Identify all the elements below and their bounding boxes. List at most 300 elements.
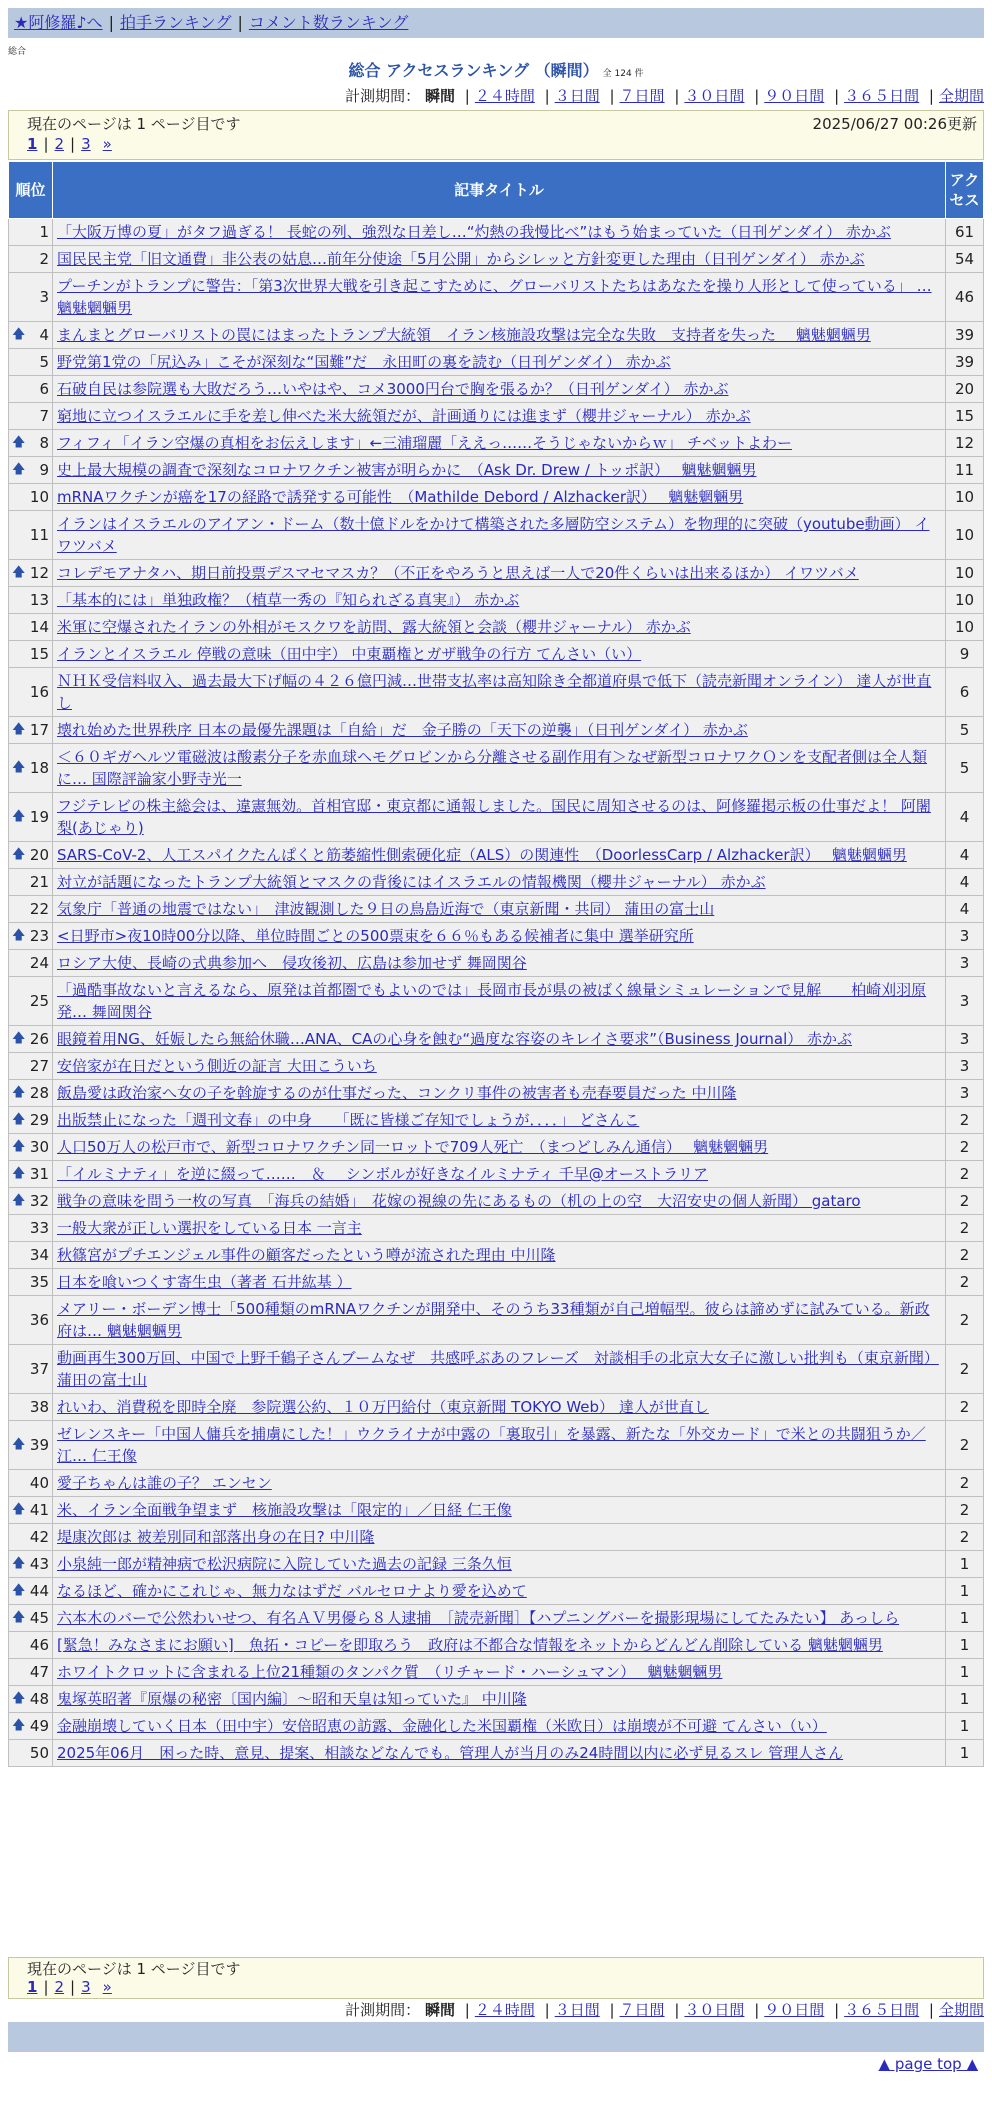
rank-number: 45 [29, 1609, 49, 1627]
period-selector-bottom: 計測期間： 瞬間 | ２４時間 | ３日間 | ７日間 | ３０日間 | ９０日間 | ３６５日間 | 全期間 [345, 2001, 984, 2019]
rank-up-arrow-icon: 🡅 [12, 1718, 26, 1733]
table-row [9, 376, 984, 403]
access-count: 2 [946, 1134, 984, 1161]
article-link[interactable]: 愛子ちゃんは誰の子？ エンセン [57, 1474, 272, 1492]
access-count: 2 [946, 1161, 984, 1188]
title-cell [53, 869, 946, 896]
access-count: 3 [946, 1053, 984, 1080]
access-count: 61 [946, 219, 984, 246]
title-cell [53, 1215, 946, 1242]
title-cell [53, 1632, 946, 1659]
access-count: 10 [946, 511, 984, 560]
access-count: 1 [946, 1551, 984, 1578]
table-row [9, 457, 984, 484]
rank-up-arrow-icon: 🡅 [12, 1583, 26, 1598]
access-count: 6 [946, 668, 984, 717]
title-cell [53, 1421, 946, 1470]
period-30d[interactable]: ３０日間 [684, 87, 745, 105]
period-all[interactable]: 全期間 [938, 87, 984, 105]
article-link[interactable]: イランはイスラエルのアイアン・ドーム（数十億ドルをかけて構築された多層防空システム）を物理的に突破（youtube動画） イワツバメ [57, 515, 930, 555]
access-count: 2 [946, 1394, 984, 1421]
table-row [9, 219, 984, 246]
rank-cell [9, 977, 53, 1026]
article-link[interactable]: 動画再生300万回、中国で上野千鶴子さんブームなぜ 共感呼ぶあのフレーズ 対談相手の北京大女子に激しい批判も（東京新聞） 蒲田の富士山 [57, 1349, 939, 1389]
rank-number: 6 [39, 380, 49, 398]
period-3d[interactable]: ３日間 [554, 87, 600, 105]
table-row [9, 430, 984, 457]
table-row [9, 1470, 984, 1497]
article-link[interactable]: 出版禁止になった「週刊文春」の中身 「既に皆様ご存知でしょうが．．．．」 どさんこ [57, 1111, 640, 1129]
period-30d-bottom[interactable]: ３０日間 [684, 2001, 745, 2019]
table-row [9, 1421, 984, 1470]
rank-up-arrow-icon: 🡅 [12, 722, 26, 737]
access-count: 2 [946, 1345, 984, 1394]
access-count: 10 [946, 484, 984, 511]
title-cell [53, 1578, 946, 1605]
rank-number: 26 [29, 1030, 49, 1048]
access-count: 10 [946, 614, 984, 641]
title-cell [53, 403, 946, 430]
rank-cell [9, 1524, 53, 1551]
article-link[interactable]: イランとイスラエル 停戦の意味（田中宇） 中東覇権とガザ戦争の行方 てんさい（い） [57, 645, 642, 663]
table-row [9, 484, 984, 511]
access-count: 10 [946, 587, 984, 614]
rank-up-arrow-icon: 🡅 [12, 1691, 26, 1706]
title-cell [53, 1107, 946, 1134]
table-row [9, 273, 984, 322]
article-link[interactable]: 鬼塚英昭著『原爆の秘密〔国内編〕～昭和天皇は知っていた』 中川隆 [57, 1690, 527, 1708]
rank-cell [9, 1296, 53, 1345]
access-count: 4 [946, 842, 984, 869]
rank-number: 35 [29, 1273, 49, 1291]
rank-up-arrow-icon: 🡅 [12, 1031, 26, 1046]
article-link[interactable]: 「大阪万博の夏」がタフ過ぎる！ 長蛇の列、強烈な日差し…“灼熱の我慢比べ”はもう始まっていた（日刊ゲンダイ） 赤かぶ [57, 223, 891, 241]
table-row [9, 1134, 984, 1161]
access-count: 46 [946, 273, 984, 322]
article-link[interactable]: 石破自民は参院選も大敗だろう…いやはや、コメ3000円台で胸を張るか？（日刊ゲンダイ） 赤かぶ [57, 380, 729, 398]
title-cell [53, 1686, 946, 1713]
access-count: 1 [946, 1740, 984, 1767]
article-link[interactable]: 「基本的には」単独政権？（植草一秀の『知られざる真実』） 赤かぶ [57, 591, 520, 609]
rank-number: 7 [39, 407, 49, 425]
rank-up-arrow-icon: 🡅 [12, 1166, 26, 1181]
period-7d-bottom[interactable]: ７日間 [619, 2001, 665, 2019]
table-row [9, 1053, 984, 1080]
title-cell [53, 950, 946, 977]
ranking-table [8, 161, 984, 1767]
rank-cell [9, 869, 53, 896]
rank-number: 34 [29, 1246, 49, 1264]
title-cell [53, 273, 946, 322]
title-cell [53, 219, 946, 246]
access-count: 5 [946, 717, 984, 744]
rank-number: 3 [39, 288, 49, 306]
updated-timestamp: 2025/06/27 00:26更新 [812, 115, 977, 133]
rank-cell [9, 1686, 53, 1713]
title-cell [53, 349, 946, 376]
access-count: 20 [946, 376, 984, 403]
article-link[interactable]: 安倍家が在日だという側近の証言 大田こういち [57, 1057, 377, 1075]
table-row [9, 717, 984, 744]
article-link[interactable]: 米軍に空爆されたイランの外相がモスクワを訪問、露大統領と会談（櫻井ジャーナル） 赤かぶ [57, 618, 691, 636]
period-label: 計測期間： [345, 87, 421, 105]
title-cell [53, 1470, 946, 1497]
access-count: 39 [946, 349, 984, 376]
article-link[interactable]: ＜６０ギガヘルツ電磁波は酸素分子を赤血球ヘモグロビンから分離させる副作用有＞なぜ新型コロナワクＯンを支配者側は全人類に… 国際評論家小野寺光一 [57, 748, 928, 788]
rank-number: 14 [29, 618, 49, 636]
access-count: 3 [946, 923, 984, 950]
rank-cell [9, 1551, 53, 1578]
rank-number: 49 [29, 1717, 49, 1735]
rank-number: 31 [29, 1165, 49, 1183]
article-link[interactable]: ゼレンスキー「中国人傭兵を捕虜にした！」ウクライナが中露の「裏取引」を暴露、新たな「外交カード」で米との共闘狙うか／江… 仁王像 [57, 1425, 926, 1465]
rank-up-arrow-icon: 🡅 [12, 327, 26, 342]
article-link[interactable]: 人口50万人の松戸市で、新型コロナワクチン同一ロットで709人死亡 （まつどしみん通信） 魑魅魍魎男 [57, 1138, 769, 1156]
article-link[interactable]: 戦争の意味を問う一枚の写真 「海兵の結婚」 花嫁の視線の先にあるもの（机の上の空 大沼安史の個人新聞） gataro [57, 1192, 861, 1210]
rank-cell [9, 1053, 53, 1080]
rank-cell [9, 896, 53, 923]
title-cell [53, 1713, 946, 1740]
next-page-link-bottom[interactable]: » [102, 1978, 112, 1996]
rank-number: 40 [29, 1474, 49, 1492]
article-link[interactable]: 「イルミナティ」を逆に綴って…… ＆ シンボルが好きなイルミナティ 千早@オーストラリア [57, 1165, 709, 1183]
title-cell [53, 1269, 946, 1296]
access-count: 2 [946, 1215, 984, 1242]
access-count: 15 [946, 403, 984, 430]
access-count: 1 [946, 1659, 984, 1686]
title-cell [53, 246, 946, 273]
title-cell [53, 1053, 946, 1080]
page-3-link[interactable]: 3 [81, 135, 91, 153]
article-link[interactable]: 六本木のバーで公然わいせつ、有名ＡＶ男優ら８人逮捕 ［読売新聞］【ハプニングバーを撮影現場にしてたみたい】 あっしら [57, 1609, 900, 1627]
article-link[interactable]: 秋篠宮がプチエンジェル事件の顧客だったという噂が流された理由 中川隆 [57, 1246, 556, 1264]
article-link[interactable]: 金融崩壊していく日本（田中宇）安倍昭恵の訪露、金融化した米国覇権（米欧日）は崩壊が不可避 てんさい（い） [57, 1717, 827, 1735]
rank-cell [9, 614, 53, 641]
rank-number: 11 [29, 526, 49, 544]
period-7d[interactable]: ７日間 [619, 87, 665, 105]
page-title [0, 58, 992, 81]
title-cell [53, 1524, 946, 1551]
footer-bar [8, 2022, 984, 2052]
title-cell [53, 1551, 946, 1578]
article-link[interactable]: 窮地に立つイスラエルに手を差し伸べた米大統領だが、計画通りには進まず（櫻井ジャーナル） 赤かぶ [57, 407, 751, 425]
table-row [9, 896, 984, 923]
rank-cell [9, 560, 53, 587]
access-header: アクセス [946, 162, 984, 219]
rank-cell [9, 1188, 53, 1215]
rank-number: 19 [29, 808, 49, 826]
rank-number: 4 [39, 326, 49, 344]
page-status-text: 現在のページは 1 ページ目です [27, 115, 241, 133]
access-count: 1 [946, 1578, 984, 1605]
rank-number: 42 [29, 1528, 49, 1546]
article-link[interactable]: SARS-CoV-2、人工スパイクたんぱくと筋萎縮性側索硬化症（ALS）の関連性 （DoorlessCarp / Alzhacker訳） 魑魅魍魎男 [57, 846, 907, 864]
table-row [9, 560, 984, 587]
access-count: 2 [946, 1242, 984, 1269]
article-link[interactable]: <日野市>夜10時00分以降、単位時間ごとの500票束を６６％もある候補者に集中 選挙研究所 [57, 927, 694, 945]
rank-cell [9, 923, 53, 950]
access-count: 2 [946, 1296, 984, 1345]
table-row [9, 1269, 984, 1296]
access-count: 2 [946, 1107, 984, 1134]
applause-ranking-link[interactable]: 拍手ランキング [119, 13, 232, 32]
rank-cell [9, 1740, 53, 1767]
article-link[interactable]: 眼鏡着用NG、妊娠したら無給休職…ANA、CAの心身を蝕む“過度な容姿のキレイさ要求”（Business Journal） 赤かぶ [57, 1030, 853, 1048]
rank-number: 37 [29, 1360, 49, 1378]
period-3d-bottom[interactable]: ３日間 [554, 2001, 600, 2019]
article-link[interactable]: メアリー・ボーデン博士「500種類のmRNAワクチンが開発中、そのうち33種類が自己増幅型。彼らは諦めずに試みている。新政府は… 魑魅魍魎男 [57, 1300, 930, 1340]
table-row [9, 869, 984, 896]
title-cell [53, 717, 946, 744]
title-cell [53, 376, 946, 403]
rank-header: 順位 [9, 162, 53, 219]
article-link[interactable]: 壊れ始めた世界秩序 日本の最優先課題は「自給」だ 金子勝の「天下の逆襲」（日刊ゲンダイ） 赤かぶ [57, 721, 748, 739]
rank-cell [9, 1161, 53, 1188]
rank-number: 9 [39, 461, 49, 479]
access-count: 9 [946, 641, 984, 668]
access-count: 54 [946, 246, 984, 273]
table-row [9, 1161, 984, 1188]
table-row [9, 1578, 984, 1605]
rank-up-arrow-icon: 🡅 [12, 760, 26, 775]
access-count: 2 [946, 1497, 984, 1524]
rank-number: 15 [29, 645, 49, 663]
article-link[interactable]: コレデモアナタハ、期日前投票デスマセマスカ？（不正をやろうと思えば一人で20件くらいは出来るほか） イワツバメ [57, 564, 859, 582]
article-link[interactable]: 小泉純一郎が精神病で松沢病院に入院していた過去の記録 三条久恒 [57, 1555, 512, 1573]
article-link[interactable]: フィフィ「イラン空爆の真相をお伝えします」←三浦瑠麗「ええっ……そうじゃないからｗ」 チベットよわー [57, 434, 792, 452]
period-all-bottom[interactable]: 全期間 [938, 2001, 984, 2019]
rank-cell [9, 1134, 53, 1161]
article-link[interactable]: 「過酷事故ないと言えるなら、原発は首都圏でもよいのでは」長岡市長が県の被ばく線量シミュレーションで見解 柏崎刈羽原発… 舞岡関谷 [57, 981, 927, 1021]
rank-up-arrow-icon: 🡅 [12, 1556, 26, 1571]
table-row [9, 842, 984, 869]
rank-cell [9, 842, 53, 869]
table-row [9, 1740, 984, 1767]
article-link[interactable]: プーチンがトランプに警告：「第3次世界大戦を引き起こすために、グローバリストたちはあなたを操り人形として使っている」 … 魑魅魍魎男 [57, 277, 932, 317]
article-link[interactable]: 気象庁「普通の地震ではない」 津波観測した９日の鳥島近海で（東京新聞・共同） 蒲田の富士山 [57, 900, 715, 918]
table-row [9, 641, 984, 668]
table-row [9, 1080, 984, 1107]
rank-cell [9, 511, 53, 560]
rank-number: 23 [29, 927, 49, 945]
article-link[interactable]: ホワイトクロットに含まれる上位21種類のタンパク質 （リチャード・ハーシュマン） 魑魅魍魎男 [57, 1663, 723, 1681]
table-row [9, 587, 984, 614]
article-link[interactable]: れいわ、消費税を即時全廃 参院選公約、１０万円給付（東京新聞 TOKYO Web） 達人が世直し [57, 1398, 709, 1416]
rank-cell [9, 1578, 53, 1605]
access-count: 1 [946, 1632, 984, 1659]
article-link[interactable]: 2025年06月 困った時、意見、提案、相談などなんでも。管理人が当月のみ24時間以内に必ず見るスレ 管理人さん [57, 1744, 844, 1762]
rank-up-arrow-icon: 🡅 [12, 809, 26, 824]
access-count: 1 [946, 1686, 984, 1713]
rank-up-arrow-icon: 🡅 [12, 1085, 26, 1100]
rank-number: 12 [29, 564, 49, 582]
title-cell [53, 1188, 946, 1215]
access-count: 4 [946, 793, 984, 842]
rank-cell [9, 717, 53, 744]
article-link[interactable]: mRNAワクチンが癌を17の経路で誘発する可能性 （Mathilde Debord / Alzhacker訳） 魑魅魍魎男 [57, 488, 744, 506]
next-page-link[interactable]: » [102, 135, 112, 153]
title-cell [53, 587, 946, 614]
rank-cell [9, 349, 53, 376]
table-row [9, 1605, 984, 1632]
access-count: 2 [946, 1470, 984, 1497]
table-row [9, 1188, 984, 1215]
rank-up-arrow-icon: 🡅 [12, 1139, 26, 1154]
table-row [9, 1215, 984, 1242]
table-row [9, 1026, 984, 1053]
title-cell [53, 1242, 946, 1269]
period-label-bottom: 計測期間： [345, 2001, 421, 2019]
rank-number: 20 [29, 846, 49, 864]
article-link[interactable]: 野党第1党の「尻込み」こそが深刻な“国難”だ 永田町の裏を読む（日刊ゲンダイ） 赤かぶ [57, 353, 671, 371]
rank-cell [9, 1215, 53, 1242]
rank-number: 21 [29, 873, 49, 891]
page-3-link-bottom[interactable]: 3 [81, 1978, 91, 1996]
table-row [9, 1659, 984, 1686]
table-row [9, 950, 984, 977]
rank-cell [9, 1269, 53, 1296]
title-cell [53, 744, 946, 793]
table-row [9, 1713, 984, 1740]
home-link[interactable]: ★阿修羅♪へ [14, 13, 103, 32]
article-link[interactable]: 米、イラン全面戦争望まず 核施設攻撃は「限定的」／日経 仁王像 [57, 1501, 512, 1519]
table-row [9, 1524, 984, 1551]
rank-number: 50 [29, 1744, 49, 1762]
rank-number: 43 [29, 1555, 49, 1573]
table-row [9, 1632, 984, 1659]
rank-cell [9, 246, 53, 273]
table-row [9, 923, 984, 950]
table-row [9, 1551, 984, 1578]
title-header: 記事タイトル [53, 162, 946, 219]
article-link[interactable]: ＮＨＫ受信料収入、過去最大下げ幅の４２６億円減…世帯支払率は高知除き全都道府県で低下（読売新聞オンライン） 達人が世直し [57, 672, 932, 712]
title-cell [53, 896, 946, 923]
page-2-link-bottom[interactable]: 2 [54, 1978, 65, 1996]
rank-up-arrow-icon: 🡅 [12, 1502, 26, 1517]
title-cell [53, 1345, 946, 1394]
period-current: 瞬間 [424, 87, 455, 105]
table-row [9, 246, 984, 273]
article-link[interactable]: 日本を喰いつくす寄生虫（著者 石井紘基 ） [57, 1273, 352, 1291]
total-count: 全 124 件 [602, 69, 644, 79]
rank-cell [9, 1080, 53, 1107]
nav-separator: | [108, 13, 114, 32]
access-count: 1 [946, 1713, 984, 1740]
title-cell [53, 923, 946, 950]
page-2-link[interactable]: 2 [54, 135, 65, 153]
title-cell [53, 1161, 946, 1188]
comment-ranking-link[interactable]: コメント数ランキング [248, 13, 409, 32]
article-link[interactable]: 一般大衆が正しい選択をしている日本 一言主 [57, 1219, 362, 1237]
rank-number: 46 [29, 1636, 49, 1654]
top-nav-bar [8, 8, 984, 38]
table-row [9, 349, 984, 376]
access-count: 4 [946, 896, 984, 923]
article-link[interactable]: 対立が話題になったトランプ大統領とマスクの背後にはイスラエルの情報機関（櫻井ジャーナル） 赤かぶ [57, 873, 766, 891]
period-90d-bottom[interactable]: ９０日間 [764, 2001, 825, 2019]
access-count: 3 [946, 977, 984, 1026]
period-90d[interactable]: ９０日間 [764, 87, 825, 105]
rank-up-arrow-icon: 🡅 [12, 928, 26, 943]
title-cell [53, 1394, 946, 1421]
page-top-link[interactable]: ▲ page top ▲ [878, 2055, 978, 2073]
article-link[interactable]: 堤康次郎は 被差別同和部落出身の在日? 中川隆 [57, 1528, 375, 1546]
period-current-bottom: 瞬間 [424, 2001, 455, 2019]
rank-cell [9, 1345, 53, 1394]
rank-cell [9, 587, 53, 614]
article-link[interactable]: ロシア大使、長崎の式典参加へ 侵攻後初、広島は参加せず 舞岡関谷 [57, 954, 527, 972]
access-count: 39 [946, 322, 984, 349]
rank-number: 8 [39, 434, 49, 452]
title-cell [53, 793, 946, 842]
access-count: 3 [946, 1080, 984, 1107]
rank-cell [9, 322, 53, 349]
rank-number: 22 [29, 900, 49, 918]
table-row [9, 977, 984, 1026]
table-row [9, 668, 984, 717]
rank-number: 16 [29, 683, 49, 701]
article-link[interactable]: フジテレビの株主総会は、違憲無効。首相官邸・東京都に通報しました。国民に周知させるのは、阿修羅掲示板の仕事だよ！ 阿闍梨(あじゃり) [57, 797, 931, 837]
rank-cell [9, 1659, 53, 1686]
period-24h[interactable]: ２４時間 [474, 87, 535, 105]
article-link[interactable]: 史上最大規模の調査で深刻なコロナワクチン被害が明らかに （Ask Dr. Drew / トッポ訳） 魑魅魍魎男 [57, 461, 757, 479]
rank-number: 17 [29, 721, 49, 739]
article-link[interactable]: まんまとグローバリストの罠にはまったトランプ大統領 イラン核施設攻撃は完全な失敗 支持者を失った 魑魅魍魎男 [57, 326, 871, 344]
title-cell [53, 614, 946, 641]
period-365d[interactable]: ３６５日間 [844, 87, 920, 105]
page-info-top [8, 110, 984, 160]
title-cell [53, 1134, 946, 1161]
article-link[interactable]: [緊急！みなさまにお願い] 魚拓・コピーを即取ろう 政府は不都合な情報をネットからどんどん削除している 魑魅魍魎男 [57, 1636, 883, 1654]
table-row [9, 403, 984, 430]
rank-cell [9, 744, 53, 793]
rank-up-arrow-icon: 🡅 [12, 462, 26, 477]
title-cell [53, 1080, 946, 1107]
rank-cell [9, 219, 53, 246]
period-24h-bottom[interactable]: ２４時間 [474, 2001, 535, 2019]
table-row [9, 1497, 984, 1524]
rank-number: 44 [29, 1582, 49, 1600]
table-row [9, 1296, 984, 1345]
rank-number: 1 [39, 223, 49, 241]
rank-number: 41 [29, 1501, 49, 1519]
rank-cell [9, 950, 53, 977]
page-1-link-bottom[interactable]: 1 [27, 1978, 38, 1996]
page-1-link[interactable]: 1 [27, 135, 38, 153]
article-link[interactable]: 国民民主党「旧文通費」非公表の姑息…前年分使途「5月公開」からシレッと方針変更した理由（日刊ゲンダイ） 赤かぶ [57, 250, 865, 268]
nav-separator: | [237, 13, 243, 32]
period-365d-bottom[interactable]: ３６５日間 [844, 2001, 920, 2019]
rank-up-arrow-icon: 🡅 [12, 1437, 26, 1452]
article-link[interactable]: なるほど、確かにこれじゃ、無力なはずだ バルセロナより愛を込めて [57, 1582, 527, 1600]
rank-cell [9, 1470, 53, 1497]
rank-up-arrow-icon: 🡅 [12, 1112, 26, 1127]
title-cell [53, 1740, 946, 1767]
rank-up-arrow-icon: 🡅 [12, 1610, 26, 1625]
rank-cell [9, 1421, 53, 1470]
rank-number: 5 [39, 353, 49, 371]
title-cell [53, 484, 946, 511]
access-count: 2 [946, 1188, 984, 1215]
access-count: 3 [946, 1026, 984, 1053]
page-info-bottom [8, 1957, 984, 1999]
rank-cell [9, 273, 53, 322]
rank-number: 27 [29, 1057, 49, 1075]
article-link[interactable]: 飯島愛は政治家へ女の子を斡旋するのが仕事だった、コンクリ事件の被害者も売春要員だった 中川隆 [57, 1084, 737, 1102]
rank-up-arrow-icon: 🡅 [12, 565, 26, 580]
title-cell [53, 1605, 946, 1632]
table-row [9, 1394, 984, 1421]
